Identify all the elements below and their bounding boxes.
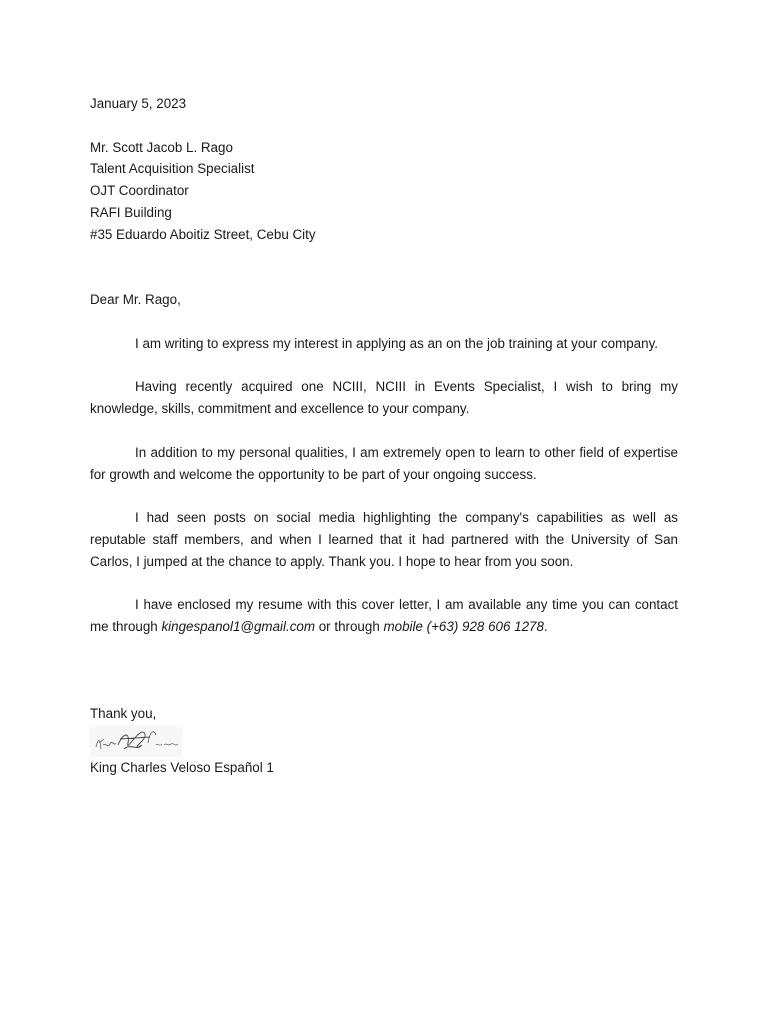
contact-text-after: . <box>543 619 548 635</box>
signer-name: King Charles Veloso Español 1 <box>90 759 274 775</box>
paragraph-contact <box>90 594 678 638</box>
recipient-role: OJT Coordinator <box>90 183 189 199</box>
recipient-address: #35 Eduardo Aboitiz Street, Cebu City <box>90 226 316 242</box>
contact-mobile: mobile (+63) 928 606 1278 <box>383 619 544 635</box>
recipient-name: Mr. Scott Jacob L. Rago <box>90 139 233 155</box>
handwritten-signature <box>90 725 182 757</box>
cover-letter <box>90 93 678 779</box>
closing: Thank you, <box>90 705 157 721</box>
contact-text-before: I have enclosed my resume with this cover letter, I am available any time you can contact me through <box>90 597 678 635</box>
salutation: Dear Mr. Rago, <box>90 292 181 308</box>
letter-date: January 5, 2023 <box>90 96 187 111</box>
recipient-title: Talent Acquisition Specialist <box>90 161 255 177</box>
recipient-block <box>90 137 678 246</box>
paragraph-qualities: In addition to my personal qualities, I am extremely open to learn to other field of expertise for growth and welcome the opportunity to be part of your ongoing success. <box>90 444 678 482</box>
contact-text-middle: or through <box>315 619 384 635</box>
recipient-building: RAFI Building <box>90 204 172 220</box>
contact-email: kingespanol1@gmail.com <box>161 619 315 635</box>
paragraph-interest: I am writing to express my interest in applying as an on the job training at your company. <box>135 335 658 351</box>
paragraph-qualification: Having recently acquired one NCIII, NCIII in Events Specialist, I wish to bring my knowledge, skills, commitment and excellence to your company. <box>90 379 678 417</box>
paragraph-motivation: I had seen posts on social media highlighting the company's capabilities as well as reputable staff members, and when I learned that it had partnered with the University of San Carlos, I jumped at the chance to apply. Thank you. I hope to hear from you soon. <box>90 510 678 569</box>
